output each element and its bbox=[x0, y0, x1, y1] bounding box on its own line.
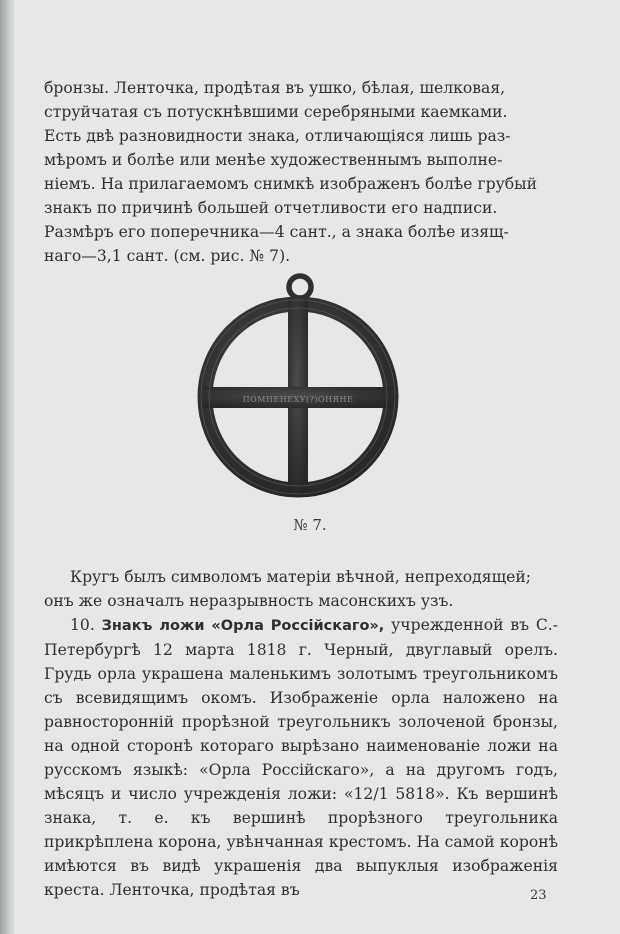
text-line: наго—3,1 сант. (см. рис. № 7). bbox=[44, 247, 291, 265]
text-line: струйчатая съ потускнѣвшими серебряными каемками. bbox=[44, 103, 508, 121]
figure-caption: № 7. bbox=[293, 516, 327, 534]
lower-section bbox=[44, 565, 558, 902]
lodge-title: Знакъ ложи «Орла Россійскаго», bbox=[101, 618, 385, 634]
book-spine bbox=[0, 0, 14, 934]
top-paragraph bbox=[44, 76, 558, 268]
text-line: Есть двѣ разновидности знака, отличающіяся лишь раз- bbox=[44, 127, 511, 145]
circle-symbol-line: Кругъ былъ символомъ матеріи вѣчной, непреходящей; bbox=[70, 568, 531, 586]
suspension-loop bbox=[289, 276, 311, 298]
badge-inscription: ПОМНЕНЕХУ(?)ОНЯНЕ bbox=[242, 395, 354, 404]
text-line: знакъ по причинѣ большей отчетливости его надписи. bbox=[44, 199, 498, 217]
item-body: учрежденной въ С.-Петербургѣ 12 марта 1818 г. Черный, двуглавый орелъ. Грудь орла украшена маленькимъ золотымъ треугольникомъ съ всевидящимъ окомъ. Изображеніе орла наложено на равносторонній прорѣзной треугольникъ золоченой бронзы, на одной сторонѣ котораго вырѣзано наименованіе ложи на русскомъ языкѣ: «Орла Россійскаго», а на другомъ годъ, мѣсяцъ и число учрежденія ложи: «12/1 5818». Къ вершинѣ знака, т. е. къ вершинѣ прорѣзного треугольника прикрѣплена корона, увѣнчанная крестомъ. На самой коронѣ имѣются въ видѣ украшенія два выпуклыя изображенія креста. Ленточка, продѣтая въ bbox=[44, 616, 558, 899]
item-number: 10. bbox=[70, 616, 102, 634]
text-line: ніемъ. На прилагаемомъ снимкѣ изображенъ болѣе грубый bbox=[44, 175, 537, 193]
text-line: бронзы. Ленточка, продѣтая въ ушко, бѣлая, шелковая, bbox=[44, 79, 506, 97]
page-number: 23 bbox=[530, 888, 547, 903]
circle-symbol-line: онъ же означалъ неразрывность масонскихъ узъ. bbox=[44, 592, 454, 610]
item-10-paragraph bbox=[44, 613, 558, 902]
text-line: Размѣръ его поперечника—4 сант., а знака болѣе изящ- bbox=[44, 223, 509, 241]
masonic-ring-badge-figure bbox=[189, 266, 407, 508]
text-line: мѣромъ и болѣе или менѣе художественнымъ выполне- bbox=[44, 151, 503, 169]
